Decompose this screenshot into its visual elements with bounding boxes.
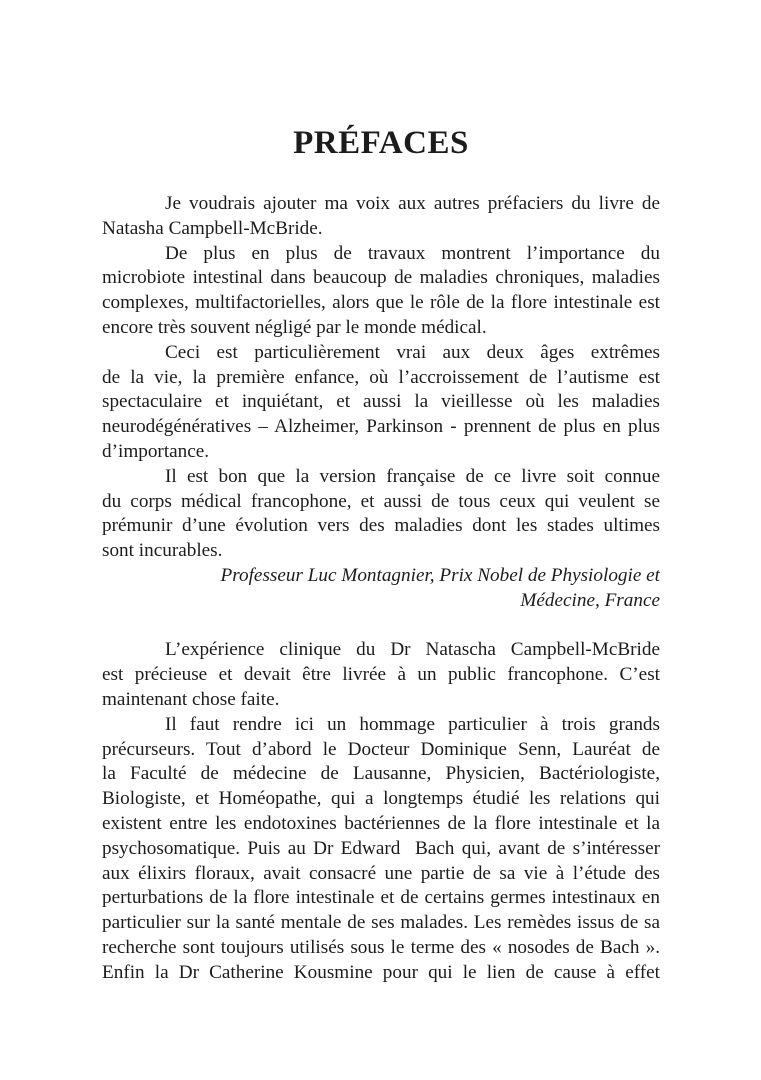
paragraph bbox=[102, 242, 660, 341]
text-line: L’expérience clinique du Dr Natascha Campbell-McBride bbox=[165, 639, 660, 661]
paragraph bbox=[102, 465, 660, 564]
text-line: Il faut rendre ici un hommage particulier à trois grands bbox=[165, 713, 660, 735]
text-line: neurodégénératives – Alzheimer, Parkinson - prennent de plus en plus bbox=[102, 416, 660, 438]
text-line: Ceci est particulièrement vrai aux deux âges extrêmes bbox=[165, 341, 660, 363]
paragraph bbox=[102, 341, 660, 465]
text-line: de la vie, la première enfance, où l’accroissement de l’autisme est bbox=[102, 366, 660, 388]
signature-block bbox=[102, 564, 660, 614]
text-line: prémunir d’une évolution vers des maladies dont les stades ultimes bbox=[102, 515, 660, 537]
paragraph-spacer bbox=[102, 614, 660, 639]
text-line: encore très souvent négligé par le monde médical. bbox=[102, 316, 487, 338]
text-line: la Faculté de médecine de Lausanne, Physicien, Bactériologiste, bbox=[102, 763, 660, 785]
text-line: complexes, multifactorielles, alors que le rôle de la flore intestinale est bbox=[102, 292, 660, 314]
text-line: particulier sur la santé mentale de ses malades. Les remèdes issus de sa bbox=[102, 912, 660, 934]
text-line: sont incurables. bbox=[102, 540, 223, 562]
text-line: spectaculaire et inquiétant, et aussi la vieillesse où les maladies bbox=[102, 391, 660, 413]
text-line: aux élixirs floraux, avait consacré une partie de sa vie à l’étude des bbox=[102, 862, 660, 884]
page-title: PRÉFACES bbox=[293, 125, 469, 161]
text-line: Enfin la Dr Catherine Kousmine pour qui le lien de cause à effet bbox=[102, 961, 660, 983]
text-line: psychosomatique. Puis au Dr Edward Bach qui, avant de s’intéresser bbox=[102, 837, 660, 859]
signature-line: Médecine, France bbox=[520, 589, 660, 611]
text-line: précurseurs. Tout d’abord le Docteur Dominique Senn, Lauréat de bbox=[102, 738, 660, 760]
text-line: maintenant chose faite. bbox=[102, 688, 280, 710]
page-content bbox=[102, 0, 660, 986]
text-line: recherche sont toujours utilisés sous le terme des « nosodes de Bach ». bbox=[102, 936, 660, 958]
text-line: perturbations de la flore intestinale et de certains germes intestinaux en bbox=[102, 887, 660, 909]
page-body bbox=[102, 192, 660, 986]
signature-line: Professeur Luc Montagnier, Prix Nobel de Physiologie et bbox=[220, 564, 660, 586]
text-line: Je voudrais ajouter ma voix aux autres préfaciers du livre de bbox=[165, 193, 660, 214]
paragraph bbox=[102, 638, 660, 712]
text-line: d’importance. bbox=[102, 440, 210, 462]
text-line: microbiote intestinal dans beaucoup de maladies chroniques, maladies bbox=[102, 267, 660, 289]
paragraph bbox=[102, 192, 660, 242]
paragraph bbox=[102, 713, 660, 986]
text-line: du corps médical francophone, et aussi de tous ceux qui veulent se bbox=[102, 490, 660, 512]
text-line: Il est bon que la version française de ce livre soit connue bbox=[165, 465, 660, 487]
text-line: Natasha Campbell-McBride. bbox=[102, 217, 323, 239]
text-line: existent entre les endotoxines bactériennes de la flore intestinale et la bbox=[102, 812, 660, 834]
text-line: Biologiste, et Homéopathe, qui a longtemps étudié les relations qui bbox=[102, 788, 660, 810]
text-line: est précieuse et devait être livrée à un public francophone. C’est bbox=[102, 664, 660, 686]
text-line: De plus en plus de travaux montrent l’importance du bbox=[165, 242, 660, 264]
